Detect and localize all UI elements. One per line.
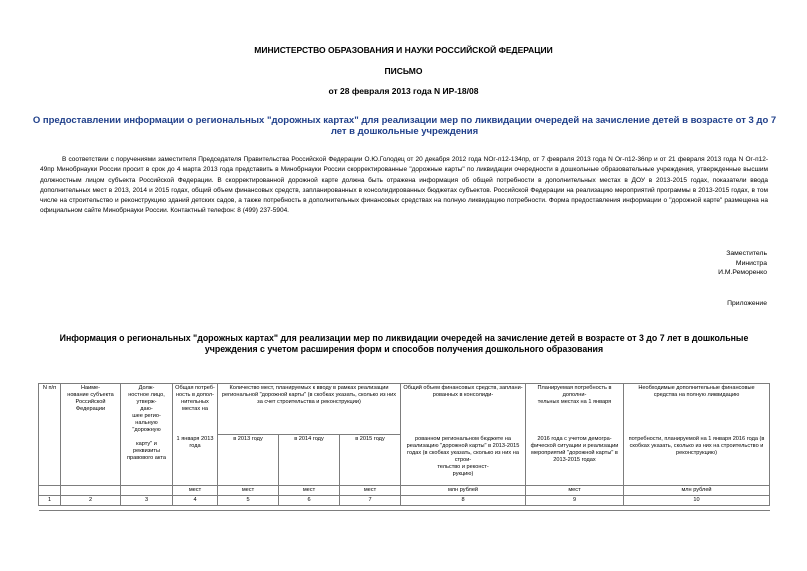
roadmap-table — [38, 383, 770, 511]
column-number: 2 — [61, 495, 121, 505]
unit-cell — [39, 485, 61, 495]
header-finance-total-cont: рованном региональном бюджете на реализацию "дорожной карты" в 2013-2015 годах (в скобках указать, сколько из них на строи- тельство и реконст- рукцию) — [401, 435, 526, 486]
unit-cell: млн рублей — [401, 485, 526, 495]
document-date-number: от 28 февраля 2013 года N ИР-18/08 — [328, 86, 479, 96]
empty-cell — [61, 505, 121, 510]
appendix-label: Приложение — [727, 300, 767, 307]
table-numbers-row — [39, 495, 770, 505]
header-planned-need: Планируемая потребность в дополни- тельных местах на 1 января — [526, 384, 624, 435]
empty-cell — [401, 505, 526, 510]
table-empty-row — [39, 505, 770, 510]
appendix-table-title: Информация о региональных "дорожных картах" для реализации мер по ликвидации очередей на зачисление детей в возрасте от 3 до 7 лет в дошкольные учреждения с учетом расширения форм и способов получения дошкольного образования — [59, 333, 749, 354]
unit-cell: млн рублей — [624, 485, 770, 495]
signature-position-1: Заместитель — [726, 250, 767, 257]
header-year-2015: в 2015 году — [340, 435, 401, 486]
unit-cell: мест — [340, 485, 401, 495]
empty-cell — [340, 505, 401, 510]
document-type: ПИСЬМО — [384, 66, 423, 76]
empty-cell — [121, 505, 173, 510]
table-header-row-1 — [39, 384, 770, 435]
column-number: 9 — [526, 495, 624, 505]
signature-name: И.М.Ремоpенко — [718, 269, 767, 276]
column-number: 3 — [121, 495, 173, 505]
unit-cell: мест — [173, 485, 218, 495]
header-subject: Наиме- нование субъекта Российской Федерации — [61, 384, 121, 486]
header-places-planned: Количество мест, планируемых к вводу в рамках реализации региональной "дорожной карты" (в скобках указать, сколько из них за счет строительства и реконструкции) — [218, 384, 401, 435]
unit-cell — [61, 485, 121, 495]
empty-cell — [173, 505, 218, 510]
letter-subject — [32, 115, 777, 137]
column-number: 5 — [218, 495, 279, 505]
header-additional-finance-cont: потребности, планируемой на 1 января 2016 года (в скобках указать, сколько из них на строительство и реконструкцию) — [624, 435, 770, 486]
header-total-need-date: 1 января 2013 года — [173, 435, 218, 486]
unit-cell — [121, 485, 173, 495]
empty-cell — [279, 505, 340, 510]
header-num: N п/п — [39, 384, 61, 486]
header-year-2014: в 2014 году — [279, 435, 340, 486]
subject-prefix: О предоставлении — [32, 115, 124, 126]
column-number: 10 — [624, 495, 770, 505]
empty-cell — [526, 505, 624, 510]
empty-cell — [39, 505, 61, 510]
column-number: 8 — [401, 495, 526, 505]
empty-cell — [218, 505, 279, 510]
table-units-row — [39, 485, 770, 495]
signature-position-2: Министра — [735, 259, 767, 267]
header-additional-finance: Необходимые дополнительные финансовые средства на полную ликвидацию — [624, 384, 770, 435]
column-number: 4 — [173, 495, 218, 505]
header-official: Долж- ностное лицо, утверж- даю- шее регио- нальную "дорожную карту" и реквизиты правового акта — [121, 384, 173, 486]
header-total-need: Общая потреб- ность в допол- нительных местах на — [173, 384, 218, 435]
column-number: 1 — [39, 495, 61, 505]
header-year-2013: в 2013 году — [218, 435, 279, 486]
unit-cell: мест — [526, 485, 624, 495]
header-planned-need-cont: 2016 года с учетом демогра- фической ситуации и реализации мероприятий "дорожной карты" в 2013-2015 годах — [526, 435, 624, 486]
column-number: 6 — [279, 495, 340, 505]
ministry-heading: МИНИСТЕРСТВО ОБРАЗОВАНИЯ И НАУКИ РОССИЙСКОЙ ФЕДЕРАЦИИ — [254, 45, 553, 55]
unit-cell: мест — [218, 485, 279, 495]
letter-body: В соответствии с поручениями заместителя Председателя Правительства Российской Федерации О.Ю.Голодец от 20 декабря 2012 года NОг-п12-134пр, от 7 февраля 2013 года N Ог-п12-36пр и от 21 февраля 2013 года N Ог-п12-49пр Минобрнауки России просит в срок до 4 марта 2013 года представить в Минобрнауки России скорректированные "дорожные карты" по ликвидации очередности в дошкольные образовательные учреждения, утвержденные высшим должностным лицом субъекта Российской Федерации. В скорректированной дорожной карте должна быть отражена информация об общей потребности в дополнительных местах в ДОУ в 2013-2015 годах, показатели ввода дополнительных мест в 2013, 2014 и 2015 годах, общий объем финансовых средств, запланированных в консолидированных бюджетах субъектов. Российской Федерации на реализацию мероприятий программы в 2013-2015 годах, в том числе на строительство и реконструкцию зданий детских садов, а также потребность в дополнительных финансовых средствах на полную ликвидацию потребности. Форма предоставления информации о "дорожной карте" размещена на официальном сайте Минобрнауки России. Контактный телефон: 8 (499) 237-5904. — [40, 156, 768, 215]
header-finance-total: Общий объем финансовых средств, заплани- рованных в консолиди- — [401, 384, 526, 435]
column-number: 7 — [340, 495, 401, 505]
signature-block — [718, 249, 767, 278]
empty-cell — [624, 505, 770, 510]
unit-cell: мест — [279, 485, 340, 495]
subject-highlight-link[interactable]: информации о региональных "дорожных картах" для реализации мер по ликвидации очередей на зачисление детей в возрасте от 3 до 7 лет в дошкольные учреждения — [123, 115, 777, 137]
